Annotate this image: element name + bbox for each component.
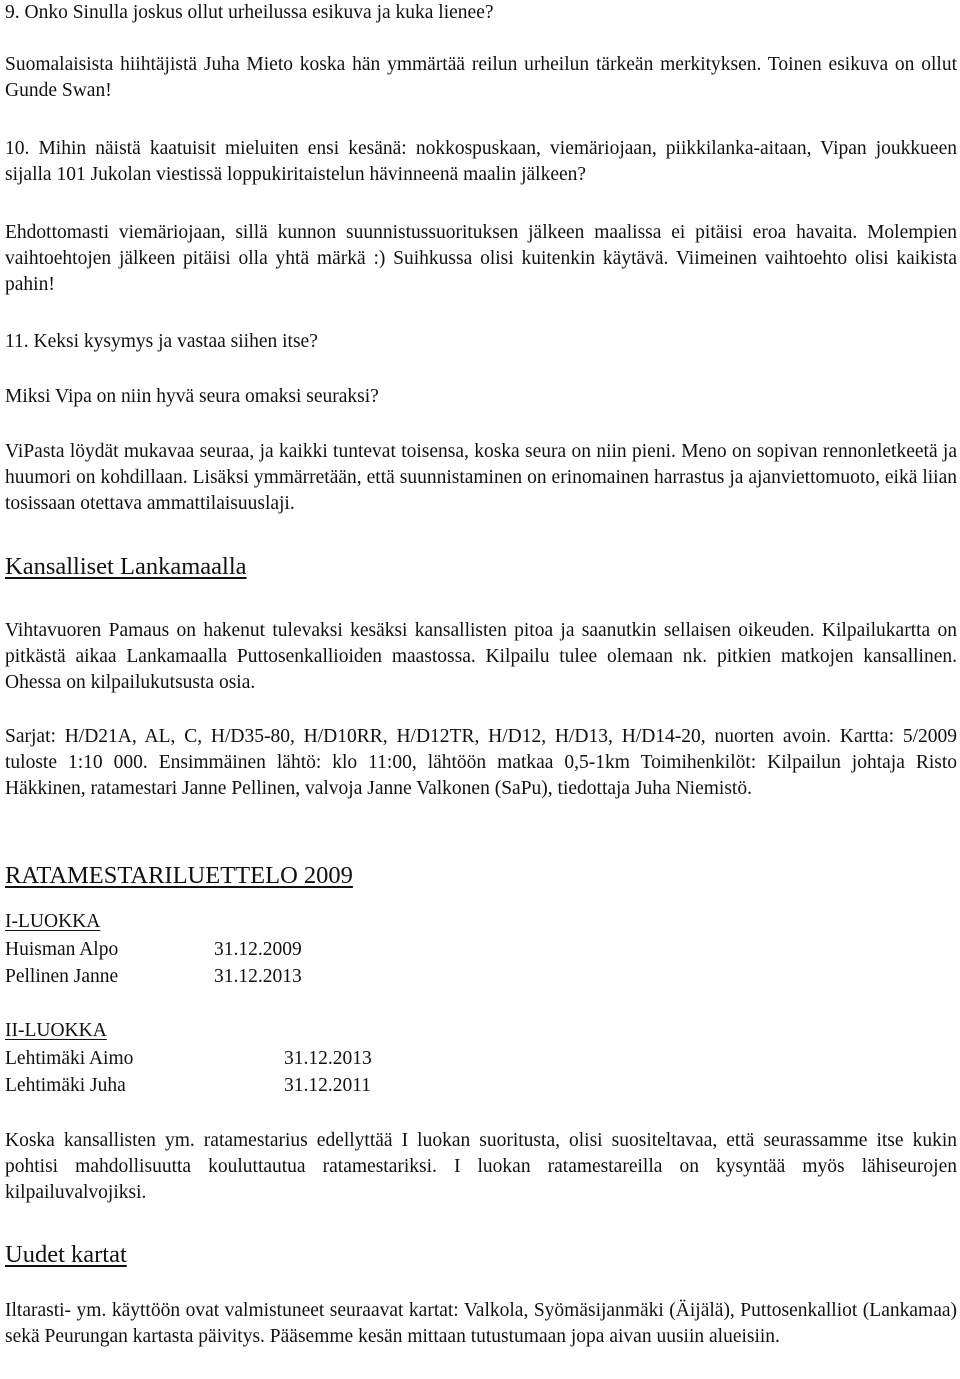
list-item (5, 1045, 372, 1072)
heading-ratamestariluettelo: RATAMESTARILUETTELO 2009 (5, 862, 353, 889)
class-1-label: I-LUOKKA (5, 911, 101, 932)
own-question-11: Miksi Vipa on niin hyvä seura omaksi seuraksi? (5, 386, 379, 407)
list-item (5, 1072, 372, 1099)
kansalliset-details: Sarjat: H/D21A, AL, C, H/D35-80, H/D10RR, H/D12TR, H/D12, H/D13, H/D14-20, nuorten avoin. Kartta: 5/2009 tuloste 1:10 000. Ensimmäinen lähtö: klo 11:00, lähtöön matkaa 0,5-1km Toimihenkilöt: Kilpailun johtaja Risto Häkkinen, ratamestari Janne Pellinen, valvoja Janne Valkonen (SaPu), tiedottaja Juha Niemistö. (5, 726, 957, 799)
ratamestari-note: Koska kansallisten ym. ratamestarius edellyttää I luokan suoritusta, olisi suositeltavaa, että seurassamme itse kukin pohtisi mahdollisuutta kouluttautua ratamestariksi. I luokan ratamestareilla on kysyntää myös lähiseurojen kilpailuvalvojiksi. (5, 1130, 957, 1203)
list-item (5, 963, 302, 990)
list-item (5, 936, 302, 963)
answer-10: Ehdottomasti viemäriojaan, sillä kunnon suunnistussuorituksen jälkeen maalissa ei pitäisi eroa havaita. Molempien vaihtoehtojen jälkeen pitäisi olla yhtä märkä :) Suihkussa olisi kuitenkin käytävä. Viimeinen vaihtoehto olisi kaikista pahin! (5, 222, 957, 295)
question-9: 9. Onko Sinulla joskus ollut urheilussa esikuva ja kuka lienee? (5, 2, 494, 23)
kansalliset-intro: Vihtavuoren Pamaus on hakenut tulevaksi kesäksi kansallisten pitoa ja saanutkin sellaisen oikeuden. Kilpailukartta on pitkästä aikaa Lankamaalla Puttosenkallioiden maastossa. Kilpailu tulee olemaan nk. pitkien matkojen kansallinen. Ohessa on kilpailukutsusta osia. (5, 620, 957, 693)
question-10: 10. Mihin näistä kaatuisit mieluiten ensi kesänä: nokkospuskaan, viemäriojaan, piikkilanka-aitaan, Vipan joukkueen sijalla 101 Jukolan viestissä loppukiritaistelun hävinneenä maalin jälkeen? (5, 138, 957, 185)
uudet-kartat-text: Iltarasti- ym. käyttöön ovat valmistuneet seuraavat kartat: Valkola, Syömäsijanmäki (Äijälä), Puttosenkalliot (Lankamaa) sekä Peurungan kartasta päivitys. Pääsemme kesän mittaan tutustumaan jopa aivan uusiin alueisiin. (5, 1300, 957, 1347)
ratamestari-date: 31.12.2011 (284, 1075, 372, 1096)
class-2-label: II-LUOKKA (5, 1020, 107, 1041)
answer-11: ViPasta löydät mukavaa seuraa, ja kaikki tuntevat toisensa, koska seura on niin pieni. Meno on sopivan rennonletkeetä ja huumori on kohdillaan. Lisäksi ymmärretään, että suunnistaminen on erinomainen harrastus ja ajanviettomuoto, eikä liian tosissaan otettava ammattilaisuuslaji. (5, 441, 957, 514)
question-11: 11. Keksi kysymys ja vastaa siihen itse? (5, 331, 318, 352)
heading-uudet-kartat: Uudet kartat (5, 1241, 127, 1268)
ratamestari-date: 31.12.2013 (214, 966, 302, 987)
ratamestari-date: 31.12.2009 (214, 939, 302, 960)
ratamestari-date: 31.12.2013 (284, 1048, 372, 1069)
ratamestari-name: Pellinen Janne (5, 966, 119, 987)
ratamestari-name: Lehtimäki Juha (5, 1075, 126, 1096)
class-2-list (5, 1045, 372, 1099)
ratamestari-name: Lehtimäki Aimo (5, 1048, 134, 1069)
answer-9: Suomalaisista hiihtäjistä Juha Mieto koska hän ymmärtää reilun urheilun tärkeän merkityksen. Toinen esikuva on ollut Gunde Swan! (5, 54, 957, 101)
ratamestari-name: Huisman Alpo (5, 939, 119, 960)
heading-kansalliset: Kansalliset Lankamaalla (5, 553, 247, 580)
class-1-list (5, 936, 302, 990)
